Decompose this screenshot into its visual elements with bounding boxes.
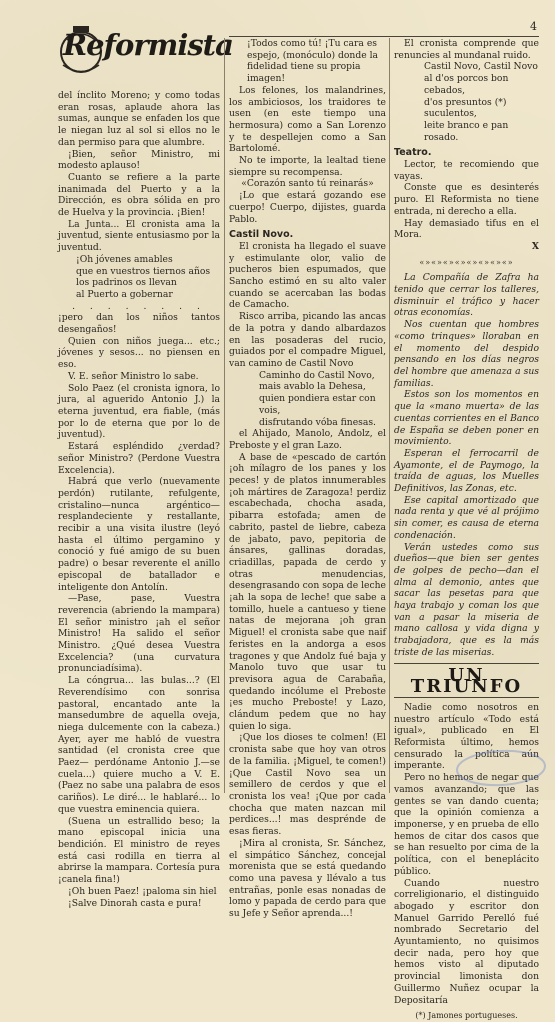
- verse-line: ¡Todos como tú! ¡Tu cara es espejo, (monóculo) donde la fidelidad tiene su propia imagen!: [247, 38, 378, 85]
- paragraph: Esperan el ferrocarril de Ayamonte, el de Paymogo, la traída de aguas, los Muelles Definitivos, las Zonas, etc.: [394, 447, 539, 495]
- column-2: [229, 38, 386, 920]
- verse-line: leite branco e pan rosado.: [424, 119, 509, 143]
- paragraph: «Corazón santo tú reinarás»: [241, 178, 374, 190]
- paragraph: Los felones, los malandrines, los ambiciosos, los traidores te usen (en este tiempo una hermosura) como a San Lorenzo y te despellejen como a San Bartolomé.: [229, 84, 386, 155]
- masthead: [57, 20, 233, 82]
- paragraph: A base de «pescado de cartón ¡oh mílagro de los panes y los peces! y de platos innumerables ¡oh mártires de Zaragoza! perdiz escabechada, chocha asada, pibarra estofada; amen de cabrito, pastel de liebre, cabeza de jabato, pavo, pepitoria de ánsares, gallinas doradas, criadillas, papada de cerdo y otras menudencias, desengrasando con sopa de leche ¡ah la sopa de leche! que sabe a tomillo, huele a cantueso y tiene natas de mejorana ¡oh gran Miguel! el cronista sabe que naif feristes en la andorga a esos tragones y que Andolz fué baja y Manolo tuvo que usar tu previsora agua de Carabaña, quedando incólume el Preboste ¡es mucho Preboste! y Lazo, clándum pedem que no hay quien lo siga.: [229, 451, 386, 732]
- paragraph: La Compañía de Zafra ha tenido que cerrar los talleres, disminuir el tráfico y hacer otras economías.: [394, 272, 539, 319]
- verse-line: ¡Oh jóvenes amables: [76, 253, 173, 265]
- paragraph: Pero no hemos de negar que vamos avanzando; que las gentes se van dando cuenta; que la opinión comienza a imponerse, y en prueba de ello hemos de citar dos casos que se han resuelto por cima de la política, con el beneplácito público.: [394, 772, 539, 877]
- paragraph: La Junta... El cronista ama la juventud, siente entusiasmo por la juventud.: [58, 218, 220, 254]
- verse-line: al d'os porcos bon cebados,: [424, 73, 509, 96]
- paragraph: Estos son los momentos en que la «mano muerta» de las cuentas corrientes en el Banco de España se deben poner en movimiento.: [394, 389, 539, 448]
- masthead-title: Reformista: [63, 28, 233, 62]
- verse-line: quien pondiera estar con vois,: [259, 393, 376, 416]
- paragraph: ¡Bien, señor Ministro, mi modesto aplauso!: [58, 148, 220, 172]
- paragraph: Nos cuentan que hombres «como trinques» lloraban en el momento del despido pensando en los días negros del hombre que amenaza a sus familias.: [394, 319, 539, 389]
- paragraph: Solo Paez (el cronista ignora, lo jura, al aguerido Antonio J.) la eterna juventud, era fiable, (más por lo de eterna que por lo de juventud).: [58, 382, 220, 441]
- paragraph: V. E. señor Ministro lo sabe.: [68, 370, 199, 382]
- column-divider: [224, 38, 225, 793]
- paragraph: Cuando nuestro correligionario, el distinguido abogado y escritor don Manuel Garrido Perelló fué nombrado Secretario del Ayuntamiento, no quisimos decir nada, pero hoy que hemos visto al diputado provincial limonista don Guillermo Nuñez ocupar la Depositaría: [394, 877, 539, 1006]
- column-divider: [389, 38, 390, 793]
- rule-divider: [394, 697, 539, 698]
- paragraph: ¡Lo que estará gozando ese cuerpo! Cuerpo, dijistes, guarda Pablo.: [229, 190, 386, 225]
- paragraph: Ese capital amortizado que nada renta y que vé al prójimo sin comer, es causa de eterna condenación.: [394, 494, 539, 541]
- paragraph: ¡pero dan los niños tantos desengaños!: [58, 312, 220, 336]
- section-title: UN TRIUNFO: [410, 664, 523, 698]
- column-1: [58, 90, 220, 909]
- paragraph: La cóngrua... las bulas...? (El Reverendísimo con sonrisa pastoral, encantado ante la mansedumbre de aquella oveja, niega dulcemente con la cabeza.) Ayer, ayer me habló de vuestra santidad (el cronista cree que Paez— perdóname Antonio J.—se cuela...) quiere mucho a V. E. (Paez no sabe una palabra de esos cariños). Le diré... le hablaré... lo que vuestra eminencia quiera.: [58, 675, 220, 815]
- paragraph: ¡Salve Dinorah casta e pura!: [68, 897, 202, 909]
- ornament-divider: «»«»«»«»«»«»«»«»: [419, 257, 514, 267]
- paragraph: ¡Que los dioses te colmen! (El cronista sabe que hoy van otros de la familia. ¡Miguel, te comen!) ¡Que Castil Novo sea un semillero de cerdos y que el cronista los vea! ¡Que por cada chocha que maten nazcan mil perdices...! mas desprénde de esas fieras.: [229, 732, 386, 838]
- paragraph: ¡Mira al cronista, Sr. Sánchez, el simpático Sánchez, concejal morenista que se está quedando como una pavesa y llévalo a tus entrañas, ponle esas nonadas de lomo y papada de cerdo para que su Jefe y Señor aprenda...!: [229, 837, 386, 920]
- header-rule: [229, 36, 539, 37]
- paragraph: Verán ustedes como sus dueños—que bien ser gentes de golpes de pecho—dan el alma al demonio, antes que sacar las pesetas para que haya trabajo y coman los que van a pasar la miseria de mano callosa y vida digna y trabajadora, que es la más triste de las miserias.: [394, 541, 539, 658]
- rule-divider: [394, 663, 539, 664]
- paragraph: ¡Oh buen Paez! ¡paloma sin hiel: [68, 885, 217, 897]
- paragraph: Hay demasiado tifus en el Mora.: [394, 217, 539, 241]
- paragraph: Conste que es desinterés puro. El Reformista no tiene entrada, ni derecho a ella.: [394, 182, 539, 217]
- footnote: (*) Jamones portugueses.: [415, 1011, 518, 1021]
- paragraph: No te importe, la lealtad tiene siempre su recompensa.: [229, 155, 386, 178]
- paragraph: El cronista ha llegado el suave y estimulante olor, valio de pucheros bien espumados, que Sancho estimó en su alto valer cuando se acercaban las bodas de Camacho.: [229, 240, 386, 311]
- paragraph: —Pase, pase, Vuestra reverencia (abriendo la mampara) El señor ministro ¡ah el señor Ministro! Ha salido el señor Ministro. ¿Qué desea Vuestra Excelencia? (una curvatura pronunciadísima).: [58, 593, 220, 675]
- verse-line: d'os presuntos (*) suculentos,: [424, 96, 507, 120]
- verse-line: Castil Novo, Castil Novo: [424, 61, 538, 73]
- paragraph: Lector, te recomiendo que vayas.: [394, 159, 539, 182]
- paragraph: Cuanto se refiere a la parte inanimada del Puerto y a la Dirección, es obra sólida en pro de Huelva y la provincia. ¡Bien!: [58, 171, 220, 219]
- paragraph: Quien con niños juega... etc.; jóvenes y sesos... no piensen en eso.: [58, 335, 220, 371]
- paragraph: X: [531, 240, 539, 252]
- library-stamp: [454, 746, 548, 791]
- verse-line: mais avablo la Dehesa,: [259, 381, 366, 393]
- paragraph: del ínclito Moreno; y como todas eran rosas, aplaude ahora las sumas, aunque se enfaden los que le niegan luz al sol si ellos no le dan permiso para que alumbre.: [58, 90, 220, 148]
- paragraph: Estará espléndido ¿verdad? señor Ministro? (Perdone Vuestra Excelencia).: [58, 441, 220, 476]
- paragraph: el Ahijado, Manolo, Andolz, el Preboste y el gran Lazo.: [229, 428, 386, 451]
- paragraph: (Suena un estrallido beso; la mano episcopal inicia una bendición. El ministro de reyes está casi rodilla en tierra al abrirse la mampara. Cortesía pura ¡canela fina!): [58, 815, 220, 886]
- verse-line: disfrutando vóba finesas.: [259, 416, 376, 428]
- section-heading: Castil Novo.: [229, 229, 294, 241]
- verse-line: los padrinos os llevan: [76, 277, 177, 289]
- paragraph: . . . . . . . .: [72, 300, 206, 312]
- section-heading: Teatro.: [394, 147, 432, 159]
- paragraph: Nadie como nosotros en nuestro artículo «Todo está igual», publicado en El Reformista último, hemos censurado la política aún imperante.: [394, 701, 539, 772]
- verse-line: Caminho do Castil Novo,: [259, 369, 375, 381]
- page-number: 4: [530, 20, 537, 33]
- paragraph: Habrá que verlo (nuevamente perdón) rutilante, refulgente, cristalino—nunca argéntico—resplandeciente y restallante, recibir a una visita ilustre (leyó hasta el último pergamino y conoció y fué amigo de su buen padre) o besar reverente el anillo episcopal de batallador e inteligente don Antolín.: [58, 476, 220, 593]
- verse-line: que en vuestros tiernos años: [76, 265, 211, 277]
- paragraph: El cronista comprende que renuncies al mundanal ruido.: [394, 38, 539, 61]
- column-3: [394, 38, 539, 1022]
- verse-line: al Puerto a gobernar: [76, 288, 173, 300]
- paragraph: Risco arriba, picando las ancas de la potra y dando albardazos en las posaderas del rucio, guiados por el compadre Miguel, van camino de Castil Novo: [229, 311, 386, 369]
